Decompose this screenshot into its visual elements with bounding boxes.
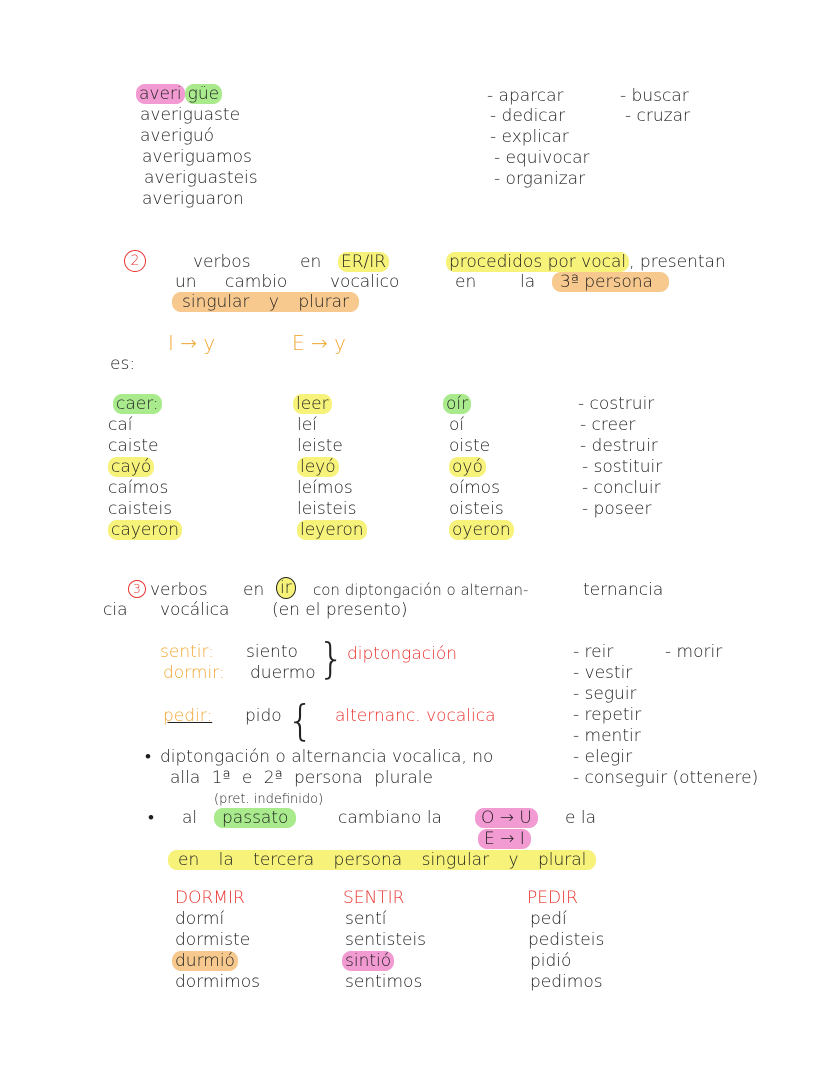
highlight: [478, 829, 531, 849]
highlight-text: ER/IR: [338, 252, 389, 272]
verb-list-item: - poseer: [582, 499, 652, 519]
conj-form: oiste: [449, 436, 491, 456]
conj-form: averiguamos: [142, 147, 252, 167]
text: vocálica: [160, 600, 230, 620]
section-number-3: [128, 578, 146, 598]
text: (en el presento): [272, 600, 408, 620]
column-head: SENTIR: [343, 888, 405, 908]
conj-form: caisteis: [108, 499, 173, 519]
text: verbos: [193, 252, 251, 272]
conjugation-head: [136, 84, 222, 104]
conj-form: oímos: [449, 478, 500, 498]
stem-highlight: averi: [136, 84, 185, 104]
highlight: [214, 808, 296, 828]
verb-list-item: - equivocar: [494, 148, 590, 168]
conj-form: [108, 457, 154, 477]
annotation: diptongación: [347, 644, 458, 664]
verb-list-item: - creer: [580, 415, 636, 435]
verb-list-item: - sostituir: [582, 457, 663, 477]
verb-list-item: - costruir: [578, 394, 655, 414]
text: verbos: [150, 580, 208, 600]
conj-form: [449, 457, 486, 477]
bullet: •: [145, 747, 151, 767]
rule: E → y: [292, 331, 346, 355]
highlight-text: O → U: [475, 808, 538, 828]
example-verb: sentir:: [160, 642, 214, 662]
conj-form: caiste: [108, 436, 159, 456]
conj-form: leiste: [297, 436, 343, 456]
number-circle: 3: [128, 580, 146, 598]
highlight-text: E → I: [478, 829, 531, 849]
conj-form: averiguaste: [140, 105, 241, 125]
text: con diptongación o alternan-: [313, 581, 529, 599]
verb-list-item: - cruzar: [625, 106, 690, 126]
highlight-text: en la tercera persona singular y plural: [168, 850, 596, 870]
text: e la: [565, 808, 597, 828]
highlight-text: passato: [214, 808, 296, 828]
text: en: [300, 252, 322, 272]
highlight: [172, 292, 359, 312]
verb-list-item: - mentir: [573, 726, 641, 746]
conj-form: leí: [297, 415, 317, 435]
conj-form: [172, 951, 238, 971]
conj-form: averiguó: [140, 126, 215, 146]
ending-highlight: güe: [185, 84, 222, 104]
circled-ir: [276, 578, 296, 598]
verb-list-item: - reir: [573, 642, 614, 662]
section-number-2: [124, 250, 146, 272]
highlight-text: sintió: [342, 951, 394, 971]
example-verb: dormir:: [163, 663, 225, 683]
conj-form: pidió: [530, 951, 572, 971]
conj-form: dormiste: [175, 930, 251, 950]
verb-list-item: - aparcar: [487, 86, 564, 106]
rule: I → y: [168, 331, 216, 355]
conj-form: oí: [449, 415, 465, 435]
text: vocalico: [330, 272, 400, 292]
conj-form: averiguaron: [142, 189, 244, 209]
conj-form: sentimos: [345, 972, 423, 992]
conj-form: dormimos: [175, 972, 260, 992]
text: un: [175, 272, 197, 292]
verb-list-item: - morir: [665, 642, 723, 662]
verb-list-item: - concluir: [582, 478, 661, 498]
highlight: [475, 808, 538, 828]
highlight-text: procedidos por vocal: [446, 252, 629, 272]
annotation: alternanc. vocalica: [335, 706, 496, 726]
highlight-text: 3ª persona: [552, 272, 669, 292]
highlight: [446, 252, 726, 272]
highlight-text: oyeron: [449, 520, 514, 540]
highlight-text: leyeron: [297, 520, 367, 540]
highlight-text: leyó: [297, 457, 339, 477]
conj-form: pedí: [530, 909, 567, 929]
conj-form: averiguasteis: [144, 168, 258, 188]
conj-form: [108, 520, 182, 540]
text: cambiano la: [338, 808, 442, 828]
highlight: [552, 272, 669, 292]
column-head: [443, 394, 471, 414]
conj-form: [297, 520, 367, 540]
example-form: siento: [246, 642, 298, 662]
verb-list-item: - buscar: [620, 86, 689, 106]
conj-form: leisteis: [297, 499, 357, 519]
example-form: pido: [245, 706, 282, 726]
highlight-text: oír: [443, 394, 471, 414]
conj-form: caímos: [108, 478, 169, 498]
verb-list-item: - seguir: [573, 684, 637, 704]
text: en: [243, 580, 265, 600]
conj-form: leímos: [297, 478, 353, 498]
highlight-text: singular y plurar: [172, 292, 359, 312]
text: alla 1ª e 2ª persona plurale: [170, 768, 433, 788]
conj-form: dormí: [175, 909, 225, 929]
highlight-text: cayeron: [108, 520, 182, 540]
highlight-text: durmió: [172, 951, 238, 971]
column-head: PEDIR: [527, 888, 578, 908]
conj-form: sentisteis: [345, 930, 427, 950]
verb-list-item: - explicar: [490, 127, 569, 147]
verb-list-item: - destruir: [580, 436, 658, 456]
conj-form: pedimos: [530, 972, 603, 992]
highlight: [338, 252, 389, 272]
bullet: •: [148, 808, 154, 828]
highlight-text: ir: [276, 577, 296, 599]
column-head: DORMIR: [175, 888, 245, 908]
note: (pret. indefinido): [214, 792, 324, 807]
text: diptongación o alternancia vocalica, no: [160, 747, 494, 767]
number-circle: 2: [124, 250, 146, 272]
text: la: [520, 272, 536, 292]
text: en: [455, 272, 477, 292]
verb-list-item: - organizar: [494, 169, 586, 189]
conj-form: sentí: [345, 909, 387, 929]
conj-form: caí: [108, 415, 133, 435]
highlight-text: cayó: [108, 457, 154, 477]
column-head: [113, 394, 162, 414]
highlight-text: leer: [293, 394, 332, 414]
text: al: [182, 808, 198, 828]
conj-form: oisteis: [449, 499, 504, 519]
brace-icon: }: [318, 634, 345, 683]
text: cia: [103, 600, 128, 620]
highlight: [168, 850, 596, 870]
text: cambio: [225, 272, 288, 292]
example-verb: pedir:: [163, 706, 213, 726]
example-form: duermo: [250, 663, 316, 683]
conj-form: [449, 520, 514, 540]
brace-icon: {: [287, 696, 314, 745]
highlight-text: oyó: [449, 457, 486, 477]
conj-form: [342, 951, 394, 971]
text: , presentan: [629, 252, 726, 272]
conj-form: pedisteis: [528, 930, 605, 950]
verb-list-item: - dedicar: [490, 106, 566, 126]
conj-form: [297, 457, 339, 477]
column-head: [293, 394, 332, 414]
verb-list-item: - elegir: [573, 747, 633, 767]
verb-list-item: - repetir: [573, 705, 642, 725]
text: ternancia: [583, 580, 664, 600]
verb-list-item: - vestir: [573, 663, 633, 683]
example-label: es:: [110, 354, 136, 374]
highlight-text: caer:: [113, 394, 162, 414]
verb-list-item: - conseguir (ottenere): [573, 768, 759, 788]
